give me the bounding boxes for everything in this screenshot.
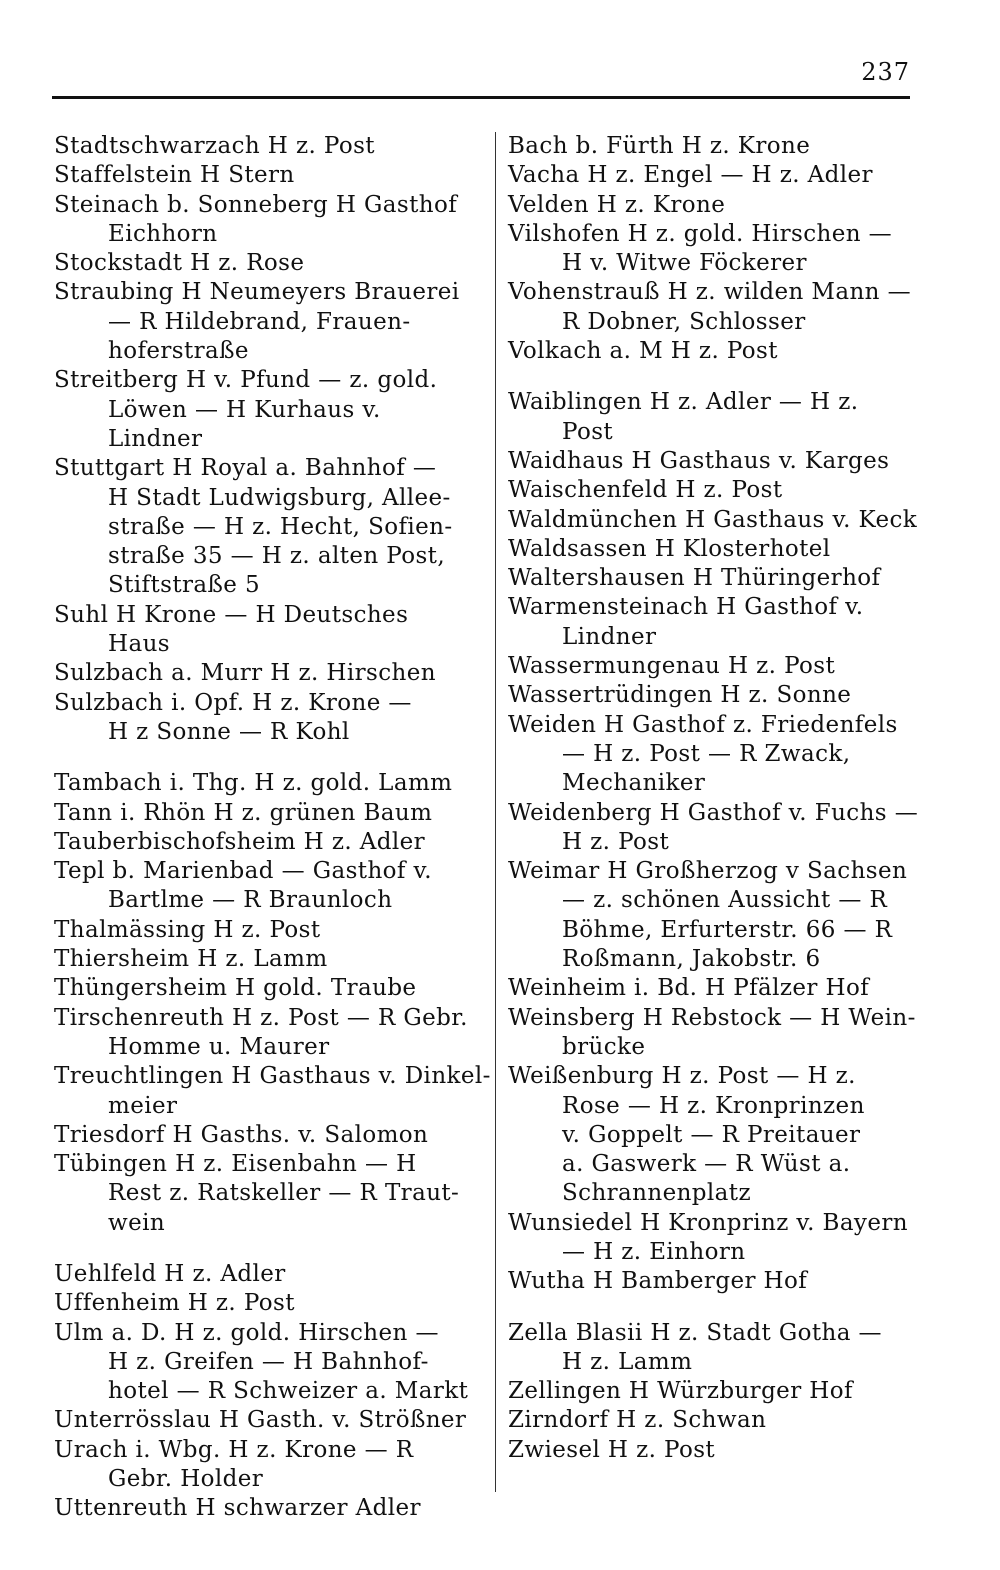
entry-first-line: Waischenfeld H z. Post: [508, 477, 783, 504]
directory-entry: [508, 1062, 948, 1208]
entry-first-line: Urach i. Wbg. H z. Krone — R: [54, 1436, 414, 1463]
entry-continuation-line: hotel — R Schweizer a. Markt: [108, 1378, 469, 1405]
entry-first-line: Triesdorf H Gasths. v. Salomon: [54, 1121, 429, 1148]
directory-entry: [508, 652, 948, 681]
directory-entry: [54, 689, 486, 748]
directory-entry: [508, 1377, 948, 1406]
entry-first-line: Tauberbischofsheim H z. Adler: [54, 828, 426, 855]
entry-first-line: Waiblingen H z. Adler — H z.: [508, 389, 859, 416]
directory-entry: [54, 191, 486, 250]
entry-first-line: Bach b. Fürth H z. Krone: [508, 133, 811, 159]
entry-first-line: Volkach a. M H z. Post: [508, 338, 778, 365]
column-divider: [495, 132, 496, 1492]
entry-continuation-line: straße — H z. Hecht, Sofien-: [108, 513, 453, 540]
entry-first-line: Thiersheim H z. Lamm: [54, 946, 328, 973]
entry-continuation-line: Mechaniker: [562, 770, 706, 797]
entry-first-line: Straubing H Neumeyers Brauerei: [54, 279, 460, 306]
directory-entry: [54, 1436, 486, 1495]
directory-entry: [54, 799, 486, 828]
entry-continuation-line: Lindner: [108, 425, 203, 452]
section-gap: [54, 1238, 486, 1260]
directory-entry: [54, 161, 486, 190]
directory-entry: [508, 506, 948, 535]
directory-entry: [54, 1150, 486, 1238]
directory-entry: [508, 1436, 948, 1465]
directory-entry: [508, 593, 948, 652]
entry-first-line: Weidenberg H Gasthof v. Fuchs —: [508, 799, 919, 826]
entry-continuation-line: H z. Post: [562, 828, 670, 855]
entry-first-line: Zella Blasii H z. Stadt Gotha —: [508, 1319, 882, 1346]
directory-entry: [54, 828, 486, 857]
entry-continuation-line: Schrannenplatz: [562, 1180, 751, 1207]
left-column: [54, 132, 491, 1524]
entry-first-line: Uttenreuth H schwarzer Adler: [54, 1495, 421, 1522]
directory-entry: [508, 388, 948, 447]
directory-entry: [508, 535, 948, 564]
directory-entry: [54, 857, 486, 916]
entry-continuation-line: H z. Lamm: [562, 1348, 693, 1375]
entry-first-line: Weißenburg H z. Post — H z.: [508, 1063, 856, 1090]
directory-entry: [54, 454, 486, 600]
entry-first-line: Treuchtlingen H Gasthaus v. Dinkel-: [54, 1063, 491, 1090]
entry-first-line: Uffenheim H z. Post: [54, 1290, 295, 1317]
entry-first-line: Thüngersheim H gold. Traube: [54, 975, 417, 1002]
entry-first-line: Streitberg H v. Pfund — z. gold.: [54, 367, 438, 394]
entry-first-line: Staffelstein H Stern: [54, 162, 295, 189]
entry-continuation-line: — H z. Einhorn: [562, 1238, 746, 1265]
entry-first-line: Vilshofen H z. gold. Hirschen —: [508, 220, 893, 247]
entry-first-line: Sulzbach i. Opf. H z. Krone —: [54, 689, 412, 716]
directory-entry: [508, 857, 948, 974]
directory-entry: [508, 711, 948, 799]
entry-continuation-line: meier: [108, 1092, 178, 1119]
directory-entry: [508, 476, 948, 505]
directory-entry: [54, 278, 486, 366]
entry-first-line: Tepl b. Marienbad — Gasthof v.: [54, 858, 432, 885]
directory-entry: [508, 799, 948, 858]
directory-entry: [54, 1260, 486, 1289]
entry-first-line: Tübingen H z. Eisenbahn — H: [54, 1151, 417, 1178]
entry-continuation-line: Post: [562, 418, 614, 445]
entry-first-line: Weinsberg H Rebstock — H Wein-: [508, 1004, 916, 1031]
directory-entry: [508, 161, 948, 190]
directory-entry: [54, 132, 486, 161]
entry-continuation-line: Stiftstraße 5: [108, 572, 260, 599]
entry-continuation-line: — z. schönen Aussicht — R: [562, 887, 888, 914]
directory-entry: [508, 681, 948, 710]
directory-entry: [54, 1004, 486, 1063]
entry-first-line: Suhl H Krone — H Deutsches: [54, 601, 409, 628]
header-rule: [52, 96, 910, 99]
entry-first-line: Tirschenreuth H z. Post — R Gebr.: [54, 1004, 468, 1031]
entry-first-line: Weinheim i. Bd. H Pfälzer Hof: [508, 975, 870, 1002]
directory-entry: [54, 769, 486, 798]
directory-entry: [508, 1004, 948, 1063]
directory-entry: [508, 974, 948, 1003]
entry-first-line: Waidhaus H Gasthaus v. Karges: [508, 447, 890, 474]
entry-continuation-line: Roßmann, Jakobstr. 6: [562, 946, 821, 973]
entry-first-line: Vacha H z. Engel — H z. Adler: [508, 162, 873, 189]
directory-entry: [508, 1209, 948, 1268]
directory-entry: [508, 1267, 948, 1296]
directory-entry: [54, 1494, 486, 1523]
section-gap: [54, 747, 486, 769]
directory-entry: [508, 1319, 948, 1378]
directory-entry: [54, 659, 486, 688]
directory-entry: [54, 249, 486, 278]
directory-entry: [508, 278, 948, 337]
directory-entry: [54, 945, 486, 974]
entry-first-line: Vohenstrauß H z. wilden Mann —: [508, 279, 911, 306]
section-gap: [508, 1297, 948, 1319]
entry-continuation-line: v. Goppelt — R Preitauer: [562, 1121, 861, 1148]
directory-entry: [54, 1319, 486, 1407]
directory-entry: [508, 1406, 948, 1435]
entry-continuation-line: H z. Greifen — H Bahnhof-: [108, 1348, 429, 1375]
entry-first-line: Weimar H Großherzog v Sachsen: [508, 858, 908, 885]
entry-first-line: Wassermungenau H z. Post: [508, 653, 836, 680]
entry-first-line: Waldmünchen H Gasthaus v. Keck: [508, 506, 918, 533]
entry-first-line: Tann i. Rhön H z. grünen Baum: [54, 799, 433, 826]
entry-continuation-line: Bartlme — R Braunloch: [108, 887, 393, 914]
entry-continuation-line: Böhme, Erfurterstr. 66 — R: [562, 916, 893, 943]
directory-entry: [508, 337, 948, 366]
entry-continuation-line: H z Sonne — R Kohl: [108, 718, 350, 745]
entry-continuation-line: Eichhorn: [108, 220, 218, 247]
entry-continuation-line: H Stadt Ludwigsburg, Allee-: [108, 484, 451, 511]
entry-continuation-line: H v. Witwe Föckerer: [562, 250, 807, 277]
directory-entry: [508, 191, 948, 220]
entry-first-line: Sulzbach a. Murr H z. Hirschen: [54, 660, 436, 687]
entry-first-line: Waltershausen H Thüringerhof: [508, 565, 881, 592]
directory-entry: [508, 132, 948, 161]
directory-entry: [54, 916, 486, 945]
page-number: 237: [861, 58, 910, 86]
directory-entry: [54, 1289, 486, 1318]
entry-first-line: Zellingen H Würzburger Hof: [508, 1378, 853, 1405]
directory-entry: [54, 601, 486, 660]
entry-first-line: Wassertrüdingen H z. Sonne: [508, 682, 852, 709]
directory-entry: [54, 1062, 491, 1121]
entry-continuation-line: wein: [108, 1209, 166, 1236]
entry-first-line: Warmensteinach H Gasthof v.: [508, 594, 864, 621]
entry-first-line: Zwiesel H z. Post: [508, 1436, 716, 1463]
entry-first-line: Wunsiedel H Kronprinz v. Bayern: [508, 1209, 908, 1236]
entry-continuation-line: brücke: [562, 1033, 646, 1060]
directory-entry: [54, 974, 486, 1003]
entry-first-line: Waldsassen H Klosterhotel: [508, 535, 831, 562]
entry-continuation-line: Haus: [108, 631, 170, 658]
entry-first-line: Thalmässing H z. Post: [54, 916, 321, 943]
entry-first-line: Stuttgart H Royal a. Bahnhof —: [54, 455, 437, 482]
right-column: [508, 132, 948, 1465]
entry-continuation-line: hoferstraße: [108, 338, 249, 365]
entry-continuation-line: Rest z. Ratskeller — R Traut-: [108, 1180, 460, 1207]
directory-entry: [54, 1406, 486, 1435]
entry-continuation-line: Lindner: [562, 623, 657, 650]
directory-entry: [508, 447, 948, 476]
entry-first-line: Uehlfeld H z. Adler: [54, 1260, 286, 1287]
entry-first-line: Tambach i. Thg. H z. gold. Lamm: [54, 770, 453, 797]
entry-continuation-line: Rose — H z. Kronprinzen: [562, 1092, 865, 1119]
directory-entry: [508, 564, 948, 593]
entry-first-line: Stadtschwarzach H z. Post: [54, 133, 375, 159]
entry-continuation-line: — R Hildebrand, Frauen-: [108, 308, 411, 335]
entry-first-line: Weiden H Gasthof z. Friedenfels: [508, 711, 898, 738]
entry-first-line: Unterrösslau H Gasth. v. Strößner: [54, 1407, 467, 1434]
entry-first-line: Zirndorf H z. Schwan: [508, 1407, 767, 1434]
entry-first-line: Stockstadt H z. Rose: [54, 250, 305, 277]
entry-continuation-line: R Dobner, Schlosser: [562, 308, 806, 335]
section-gap: [508, 366, 948, 388]
entry-continuation-line: straße 35 — H z. alten Post,: [108, 543, 446, 570]
entry-first-line: Ulm a. D. H z. gold. Hirschen —: [54, 1319, 439, 1346]
directory-entry: [54, 366, 486, 454]
entry-first-line: Wutha H Bamberger Hof: [508, 1268, 808, 1295]
entry-continuation-line: a. Gaswerk — R Wüst a.: [562, 1151, 851, 1178]
entry-continuation-line: Homme u. Maurer: [108, 1033, 330, 1060]
entry-continuation-line: — H z. Post — R Zwack,: [562, 740, 851, 767]
entry-continuation-line: Gebr. Holder: [108, 1466, 264, 1493]
entry-first-line: Velden H z. Krone: [508, 191, 726, 218]
directory-entry: [508, 220, 948, 279]
directory-entry: [54, 1121, 486, 1150]
entry-continuation-line: Löwen — H Kurhaus v.: [108, 396, 381, 423]
entry-first-line: Steinach b. Sonneberg H Gasthof: [54, 191, 458, 218]
